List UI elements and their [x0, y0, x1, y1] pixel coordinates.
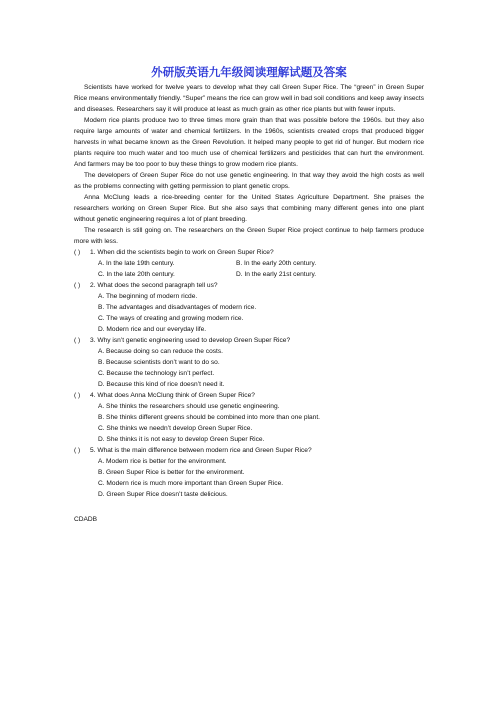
- question-4: [74, 390, 424, 445]
- option-a: A. She thinks the researchers should use genetic engineering.: [98, 403, 280, 410]
- option-c: C. The ways of creating and growing modern rice.: [98, 315, 244, 322]
- question-text: 3. Why isn’t genetic engineering used to develop Green Super Rice?: [90, 337, 291, 344]
- option-d: D. Because this kind of rice doesn’t need it.: [98, 381, 225, 388]
- document-page: [74, 64, 424, 525]
- paragraph-5: The research is still going on. The researchers on the Green Super Rice project continue to help farmers produce more with less.: [74, 227, 424, 245]
- question-text: 4. What does Anna McClung think of Green Super Rice?: [90, 392, 255, 399]
- question-options: [98, 258, 424, 280]
- question-options: [98, 401, 424, 445]
- question-options: [98, 346, 424, 390]
- question-1: [74, 247, 424, 280]
- answer-bracket: ( ): [74, 249, 81, 256]
- question-options: [98, 456, 424, 500]
- option-b: B. Green Super Rice is better for the environment.: [98, 469, 245, 476]
- question-text: 5. What is the main difference between modern rice and Green Super Rice?: [90, 447, 312, 454]
- option-b: B. In the early 20th century.: [236, 260, 317, 267]
- paragraph-4: Anna McClung leads a rice-breeding center for the United States Agriculture Department. She praises the researchers working on Green Super Rice. But she also says that combining many different genes into one plant without genetic engineering requires a lot of plant breeding.: [74, 194, 424, 223]
- option-d: D. Green Super Rice doesn’t taste delicious.: [98, 491, 228, 498]
- question-5: [74, 445, 424, 500]
- answer-bracket: ( ): [74, 337, 81, 344]
- question-3: [74, 335, 424, 390]
- answer-bracket: ( ): [74, 392, 81, 399]
- option-a: A. Modern rice is better for the environment.: [98, 458, 227, 465]
- option-d: D. She thinks it is not easy to develop Green Super Rice.: [98, 436, 265, 443]
- option-a: A. The beginning of modern ricde.: [98, 293, 198, 300]
- option-b: B. She thinks different greens should be combined into more than one plant.: [98, 414, 321, 421]
- option-a: A. Because doing so can reduce the costs.: [98, 348, 223, 355]
- option-c: C. In the late 20th century.: [98, 271, 175, 278]
- question-text: 2. What does the second paragraph tell us?: [90, 282, 218, 289]
- option-c: C. She thinks we needn’t develop Green Super Rice.: [98, 425, 253, 432]
- option-b: B. The advantages and disadvantages of modern rice.: [98, 304, 257, 311]
- answer-bracket: ( ): [74, 282, 81, 289]
- answer-bracket: ( ): [74, 447, 81, 454]
- option-a: A. In the late 19th century.: [98, 260, 175, 267]
- paragraph-2: Modern rice plants produce two to three times more grain than that was possible before the 1960s. but they also require large amounts of water and chemical fertilizers. In the 1960s, scientists created crops that produced bigger harvests in what became known as the Green Revolution. It helped many people to get rid of hunger. But modern rice plants require too much water and too much use of chemical fertilizers and pesticides that can hurt the environment. And farmers may be too poor to buy these things to grow modern rice plants.: [74, 117, 424, 168]
- paragraph-1: Scientists have worked for twelve years to develop what they call Green Super Rice. The “green” in Green Super Rice means environmentally friendly. “Super” means the rice can grow well in bad soil conditions and keep away insects and diseases. Researchers say it will produce at least as much grain as other rice plants but with fewer inputs.: [74, 84, 424, 113]
- answer-key: CDADB: [74, 516, 98, 523]
- option-b: B. Because scientists don’t want to do so.: [98, 359, 220, 366]
- option-c: C. Modern rice is much more important than Green Super Rice.: [98, 480, 284, 487]
- option-d: D. In the early 21st century.: [236, 271, 317, 278]
- option-c: C. Because the technology isn’t perfect.: [98, 370, 215, 377]
- paragraph-3: The developers of Green Super Rice do not use genetic engineering. In that way they avoid the high costs as well as the problems connecting with getting permission to plant genetic crops.: [74, 172, 424, 190]
- document-title: 外研版英语九年级阅读理解试题及答案: [151, 65, 347, 79]
- option-d: D. Modern rice and our everyday life.: [98, 326, 207, 333]
- question-2: [74, 280, 424, 335]
- question-options: [98, 291, 424, 335]
- question-text: 1. When did the scientists begin to work on Green Super Rice?: [90, 249, 274, 256]
